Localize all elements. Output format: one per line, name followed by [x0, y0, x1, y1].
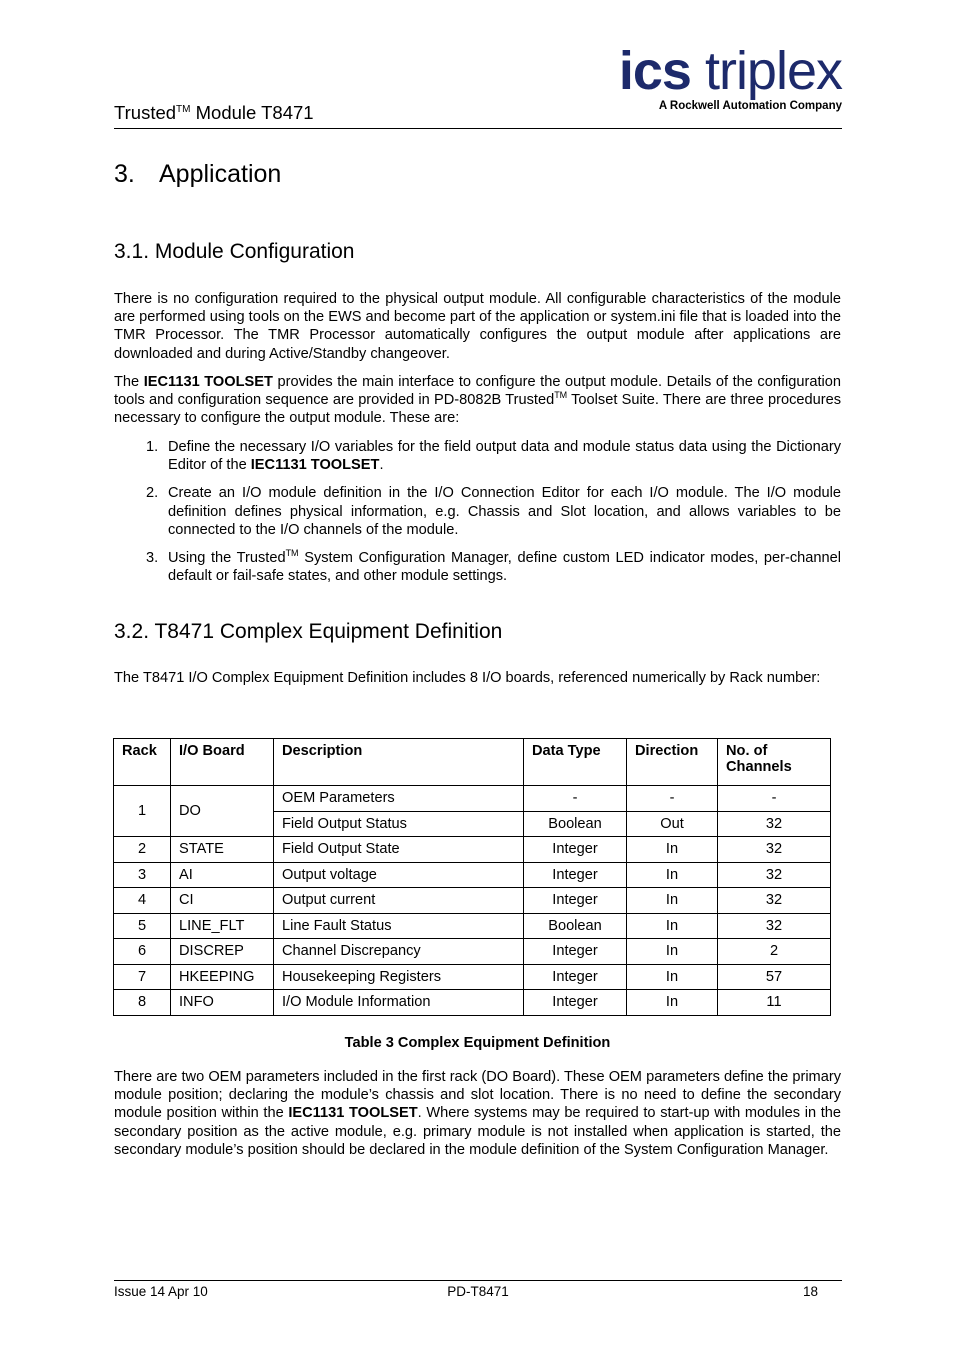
cell-rack: 7 — [114, 964, 171, 990]
cell-description: Housekeeping Registers — [274, 964, 524, 990]
cell-direction: In — [627, 964, 718, 990]
cell-channels: 57 — [718, 964, 831, 990]
cell-channels: 32 — [718, 862, 831, 888]
cell-data-type: Integer — [524, 862, 627, 888]
cell-rack: 6 — [114, 939, 171, 965]
complex-equipment-table — [113, 738, 831, 1016]
header-title: Trusted™ Module T8471 — [114, 102, 314, 123]
procedure-list — [114, 438, 841, 595]
cell-io-board: AI — [171, 862, 274, 888]
col-header-rack: Rack — [114, 739, 171, 786]
cell-rack: 5 — [114, 913, 171, 939]
cell-data-type: Integer — [524, 837, 627, 863]
col-header-io-board: I/O Board — [171, 739, 274, 786]
cell-description: Output voltage — [274, 862, 524, 888]
col-header-description: Description — [274, 739, 524, 786]
table-caption: Table 3 Complex Equipment Definition — [344, 1035, 611, 1051]
list-item: 3. Using the Trusted™ System Configuration Manager, define custom LED indicator modes, per-channel default or fail-safe states, and other module settings. — [146, 548, 841, 585]
cell-direction: In — [627, 939, 718, 965]
table-row — [114, 964, 831, 990]
table-row — [114, 939, 831, 965]
cell-data-type: Integer — [524, 964, 627, 990]
cell-direction: In — [627, 862, 718, 888]
cell-description: I/O Module Information — [274, 990, 524, 1016]
cell-direction: In — [627, 990, 718, 1016]
col-header-data-type: Data Type — [524, 739, 627, 786]
cell-io-board: DO — [171, 786, 274, 837]
cell-description: Channel Discrepancy — [274, 939, 524, 965]
cell-description: OEM Parameters — [274, 786, 524, 812]
cell-io-board: DISCREP — [171, 939, 274, 965]
table-header-row — [114, 739, 831, 786]
table-row — [114, 913, 831, 939]
footer-issue: Issue 14 Apr 10 — [114, 1284, 208, 1299]
cell-io-board: STATE — [171, 837, 274, 863]
table-row — [114, 888, 831, 914]
cell-channels: 11 — [718, 990, 831, 1016]
cell-description: Field Output Status — [274, 811, 524, 837]
subsection-heading-complex-equipment: 3.2. T8471 Complex Equipment Definition — [114, 620, 503, 643]
cell-data-type: Boolean — [524, 913, 627, 939]
cell-rack: 4 — [114, 888, 171, 914]
cell-data-type: Integer — [524, 990, 627, 1016]
paragraph-toolset: The IEC1131 TOOLSET provides the main interface to configure the output module. Details of the configuration tools and configuration sequence are provided in PD-8082B Trusted™ Toolset Suite. There are three procedures necessary to configure the output module. These are: — [114, 374, 841, 427]
footer-page-number: 18 — [802, 1284, 818, 1299]
cell-channels: 32 — [718, 811, 831, 837]
cell-channels: - — [718, 786, 831, 812]
table-row — [114, 837, 831, 863]
cell-channels: 32 — [718, 913, 831, 939]
cell-description: Line Fault Status — [274, 913, 524, 939]
cell-io-board: CI — [171, 888, 274, 914]
cell-io-board: INFO — [171, 990, 274, 1016]
cell-data-type: Boolean — [524, 811, 627, 837]
list-item: 2. Create an I/O module definition in the I/O Connection Editor for each I/O module. The I/O module definition defines physical information, e.g. Chassis and Slot location, and allows variables to be connected to the I/O channels of the module. — [146, 485, 841, 538]
cell-channels: 32 — [718, 888, 831, 914]
page-header — [114, 40, 842, 129]
cell-rack: 1 — [114, 786, 171, 837]
footer-doc-id: PD-T8471 — [447, 1284, 509, 1299]
cell-direction: - — [627, 786, 718, 812]
cell-rack: 2 — [114, 837, 171, 863]
page-footer — [114, 1280, 842, 1299]
section-heading: 3. Application — [114, 160, 282, 188]
cell-data-type: Integer — [524, 939, 627, 965]
cell-direction: In — [627, 913, 718, 939]
paragraph-module-config: There is no configuration required to the physical output module. All configurable characteristics of the module are performed using tools on the EWS and become part of the application or system.ini file that is loaded into the TMR Processor. The TMR Processor automatically configures the output module after applications are downloaded and during Active/Standby changeover. — [114, 291, 841, 362]
table-row — [114, 862, 831, 888]
cell-direction: In — [627, 837, 718, 863]
table-row — [114, 786, 831, 812]
ics-triplex-logo: ics triplex A Rockwell Automation Company — [618, 41, 842, 112]
cell-channels: 32 — [718, 837, 831, 863]
cell-description: Field Output State — [274, 837, 524, 863]
cell-rack: 3 — [114, 862, 171, 888]
cell-rack: 8 — [114, 990, 171, 1016]
col-header-channels: No. of Channels — [718, 739, 831, 786]
paragraph-oem-parameters: There are two OEM parameters included in the first rack (DO Board). These OEM parameters define the primary module position; declaring the module’s chassis and slot location. There is no need to define the secondary module position within the IEC1131 TOOLSET. Where systems may be required to start-up with modules in the secondary position as the active module, e.g. primary module is not installed when application is started, the secondary module’s position should be declared in the module definition of the System Configuration Manager. — [114, 1069, 841, 1158]
cell-description: Output current — [274, 888, 524, 914]
cell-io-board: HKEEPING — [171, 964, 274, 990]
cell-direction: In — [627, 888, 718, 914]
cell-data-type: - — [524, 786, 627, 812]
table-row — [114, 990, 831, 1016]
cell-direction: Out — [627, 811, 718, 837]
list-item: 1. Define the necessary I/O variables for the field output data and module status data using the Dictionary Editor of the IEC1131 TOOLSET. — [146, 439, 841, 474]
col-header-direction: Direction — [627, 739, 718, 786]
cell-channels: 2 — [718, 939, 831, 965]
cell-data-type: Integer — [524, 888, 627, 914]
cell-io-board: LINE_FLT — [171, 913, 274, 939]
paragraph-ced-intro: The T8471 I/O Complex Equipment Definition includes 8 I/O boards, referenced numerically by Rack number: — [114, 670, 821, 686]
subsection-heading-module-configuration: 3.1. Module Configuration — [114, 240, 355, 263]
